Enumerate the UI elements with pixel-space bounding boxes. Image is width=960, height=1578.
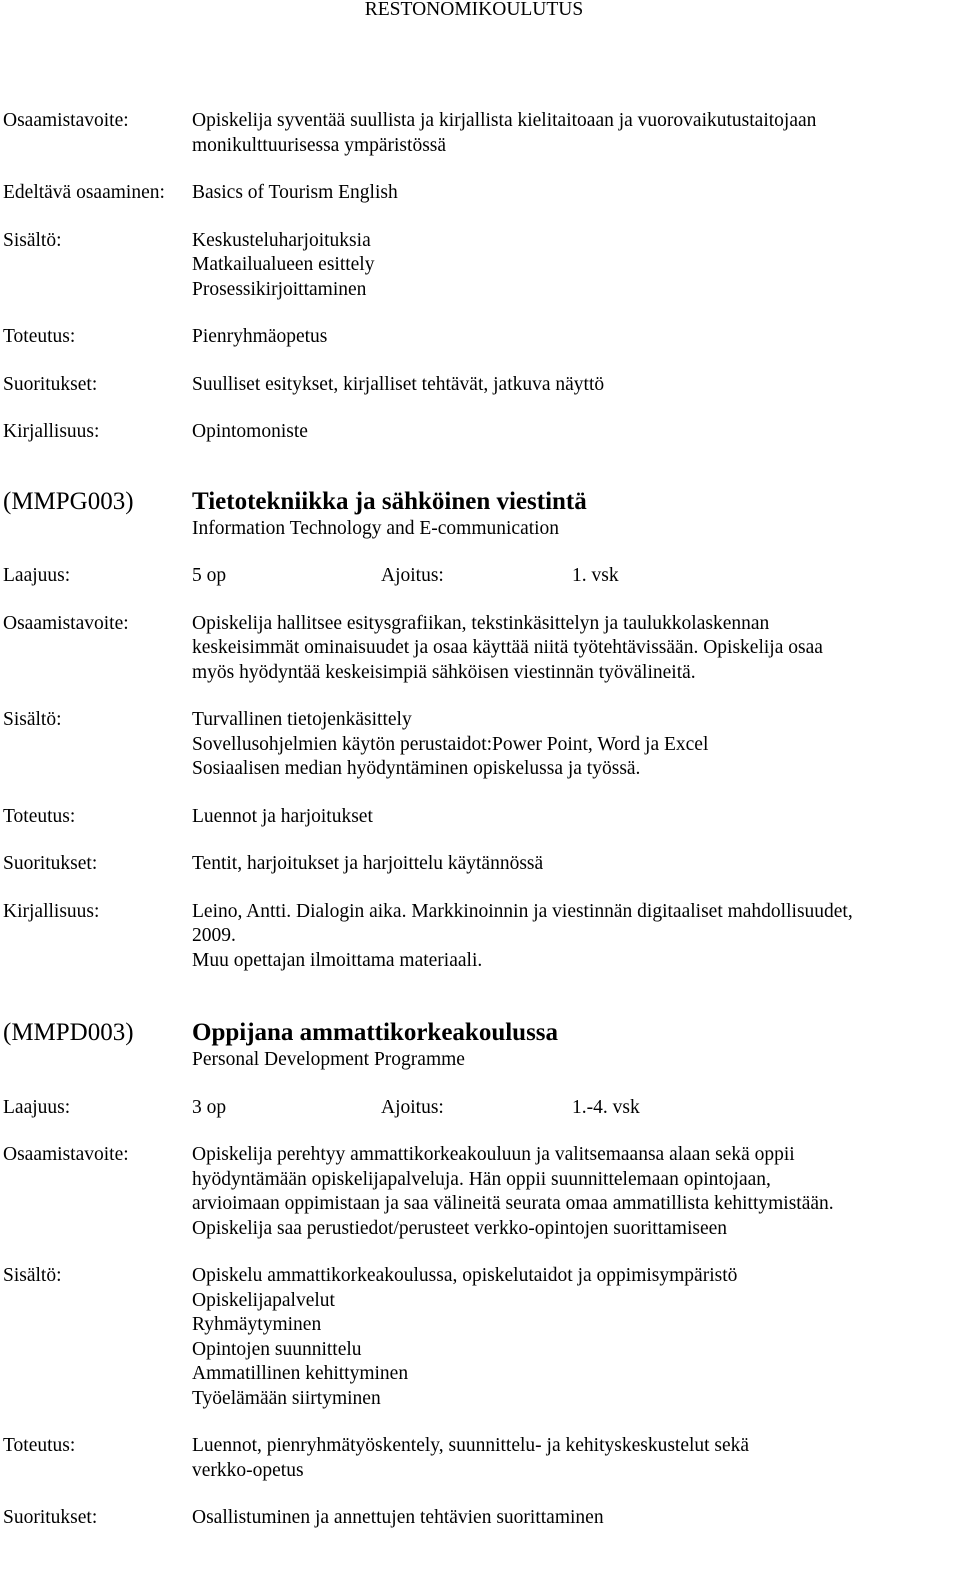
completion-value <box>192 852 958 877</box>
running-header-title: RESTONOMIKOULUTUS <box>364 0 584 20</box>
scope-value: 3 op <box>192 1096 227 1118</box>
text-line: Prosessikirjoittaminen <box>192 278 367 300</box>
objective-value <box>192 612 958 686</box>
text-line: 2009. <box>192 925 236 946</box>
text-line: Luennot ja harjoitukset <box>192 805 373 827</box>
text-line: Tentit, harjoitukset ja harjoittelu käytännössä <box>192 853 544 874</box>
scope-row <box>3 564 958 589</box>
prev-completion-row <box>3 373 958 398</box>
text-line: Ryhmäytyminen <box>192 1314 322 1335</box>
prev-completion-label: Suoritukset: <box>3 373 98 395</box>
completion-label: Suoritukset: <box>3 1507 98 1528</box>
text-line: verkko-opetus <box>192 1459 304 1481</box>
running-header <box>0 0 948 23</box>
objective-label: Osaamistavoite: <box>3 1144 129 1165</box>
prev-prereq-label: Edeltävä osaaminen: <box>3 182 165 203</box>
literature-label: Kirjallisuus: <box>3 900 100 922</box>
content-value <box>192 708 958 782</box>
prev-content-value <box>192 229 958 303</box>
prev-completion-value: Suulliset esitykset, kirjalliset tehtävät, jatkuva näyttö <box>192 373 605 395</box>
scope-value: 5 op <box>192 565 227 586</box>
delivery-label: Toteutus: <box>3 1435 76 1456</box>
literature-row <box>3 900 958 974</box>
text-line: Osallistuminen ja annettujen tehtävien suorittaminen <box>192 1507 604 1528</box>
scope-row <box>3 1096 958 1121</box>
text-line: Luennot, pienryhmätyöskentely, suunnittelu- ja kehityskeskustelut sekä <box>192 1435 750 1456</box>
course-subtitle: Information Technology and E-communication <box>192 517 560 539</box>
timing-value: 1. vsk <box>572 565 619 586</box>
completion-row <box>3 852 958 877</box>
prev-prereq-row <box>3 181 958 206</box>
text-line: Opiskelija saa perustiedot/perusteet verkko-opintojen suorittamiseen <box>192 1217 728 1239</box>
course-title-block <box>192 1018 558 1073</box>
course-title-block <box>192 487 587 542</box>
objective-value <box>192 1143 958 1241</box>
completion-label: Suoritukset: <box>3 853 98 874</box>
course-heading <box>3 487 958 542</box>
text-line: Sosiaalisen median hyödyntäminen opiskelussa ja työssä. <box>192 758 641 779</box>
delivery-row <box>3 1434 958 1483</box>
text-line: hyödyntämään opiskelijapalveluja. Hän oppii suunnittelemaan opintojaan, <box>192 1168 771 1190</box>
prev-delivery-label: Toteutus: <box>3 326 76 347</box>
delivery-value <box>192 1434 958 1483</box>
course-mmpd003 <box>3 1018 958 1531</box>
objective-row <box>3 612 958 686</box>
prev-objective-row <box>3 109 958 158</box>
content-value <box>192 1264 958 1411</box>
delivery-label: Toteutus: <box>3 805 76 827</box>
delivery-value <box>192 805 958 830</box>
objective-row <box>3 1143 958 1241</box>
objective-label: Osaamistavoite: <box>3 612 129 634</box>
prev-content-row <box>3 229 958 303</box>
text-line: Muu opettajan ilmoittama materiaali. <box>192 949 483 971</box>
text-line: Matkailualueen esittely <box>192 254 375 275</box>
text-line: Opintojen suunnittelu <box>192 1338 362 1360</box>
course-mmpg003 <box>3 487 958 974</box>
text-line: Opiskelija hallitsee esitysgrafiikan, tekstinkäsittelyn ja taulukkolaskennan <box>192 612 770 634</box>
course-code: (MMPG003) <box>3 487 134 515</box>
prev-literature-value: Opintomoniste <box>192 421 308 442</box>
timing-label: Ajoitus: <box>381 1096 444 1118</box>
timing-value: 1.-4. vsk <box>572 1096 640 1118</box>
prev-objective-label: Osaamistavoite: <box>3 110 129 131</box>
literature-value <box>192 900 958 974</box>
text-line: Ammatillinen kehittyminen <box>192 1363 409 1384</box>
text-line: keskeisimmät ominaisuudet ja osaa käyttää niitä työtehtävissään. Opiskelija osaa <box>192 637 823 658</box>
scope-label: Laajuus: <box>3 1096 71 1118</box>
prev-delivery-row <box>3 325 958 350</box>
course-subtitle: Personal Development Programme <box>192 1049 465 1070</box>
text-line: Opiskelu ammattikorkeakoulussa, opiskelutaidot ja oppimisympäristö <box>192 1265 738 1286</box>
scope-label: Laajuus: <box>3 565 71 586</box>
text-line: Sovellusohjelmien käytön perustaidot:Power Point, Word ja Excel <box>192 733 709 755</box>
completion-value <box>192 1506 958 1531</box>
course-title: Oppijana ammattikorkeakoulussa <box>192 1019 559 1046</box>
text-line: Opiskelija syventää suullista ja kirjallista kielitaitoaan ja vuorovaikutustaitojaan <box>192 110 817 131</box>
content-label: Sisältö: <box>3 709 62 730</box>
content-label: Sisältö: <box>3 1265 62 1286</box>
text-line: Työelämään siirtyminen <box>192 1387 381 1409</box>
document-body <box>3 109 958 1531</box>
text-line: monikulttuurisessa ympäristössä <box>192 134 447 156</box>
prev-literature-label: Kirjallisuus: <box>3 421 100 442</box>
course-heading <box>3 1018 958 1073</box>
text-line: Opiskelija perehtyy ammattikorkeakouluun ja valitsemaansa alaan sekä oppii <box>192 1144 795 1165</box>
content-row <box>3 1264 958 1411</box>
delivery-row <box>3 805 958 830</box>
text-line: myös hyödyntää keskeisimpiä sähköisen viestinnän työvälineitä. <box>192 661 696 683</box>
timing-label: Ajoitus: <box>381 565 444 586</box>
course-title: Tietotekniikka ja sähköinen viestintä <box>192 487 587 515</box>
prev-prereq-value: Basics of Tourism English <box>192 182 398 203</box>
prev-literature-row <box>3 420 958 445</box>
course-code: (MMPD003) <box>3 1019 134 1046</box>
text-line: Leino, Antti. Dialogin aika. Markkinoinnin ja viestinnän digitaaliset mahdollisuudet, <box>192 900 853 922</box>
text-line: Keskusteluharjoituksia <box>192 229 371 251</box>
prev-objective-value <box>192 109 958 158</box>
prev-course-section <box>3 109 958 445</box>
text-line: Turvallinen tietojenkäsittely <box>192 709 412 730</box>
content-row <box>3 708 958 782</box>
text-line: arvioimaan oppimistaan ja saa välineitä seurata omaa ammatillista kehittymistään. <box>192 1193 834 1214</box>
text-line: Opiskelijapalvelut <box>192 1289 335 1311</box>
prev-content-label: Sisältö: <box>3 229 62 251</box>
completion-row <box>3 1506 958 1531</box>
prev-delivery-value: Pienryhmäopetus <box>192 326 328 347</box>
